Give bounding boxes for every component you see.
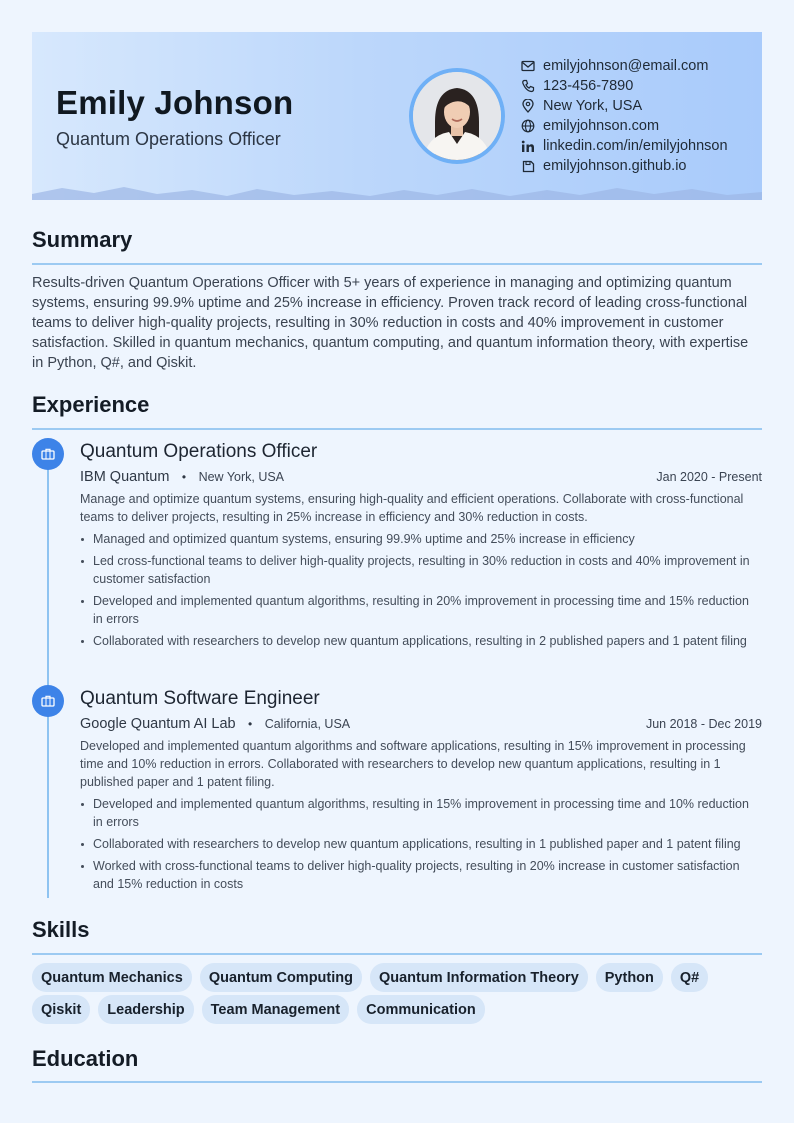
job-location: New York, USA [198,470,285,484]
header-banner [32,32,762,200]
linkedin-icon [520,138,536,154]
job-meta [80,714,762,734]
achievement-item: Worked with cross-functional teams to deliver high-quality projects, resulting in 20% increase in customer satisfaction and 15% reduction in costs [80,857,762,893]
job-dates: Jan 2020 - Present [656,470,762,484]
summary-divider [32,263,762,265]
skill-chip: Qiskit [32,995,90,1024]
contact-email[interactable] [520,56,728,76]
candidate-role: Quantum Operations Officer [56,129,281,149]
skill-chip: Quantum Computing [200,963,362,992]
job-location: California, USA [264,717,351,731]
achievement-item: Managed and optimized quantum systems, ensuring 99.9% uptime and 25% increase in efficiency [80,530,762,548]
portfolio-icon [520,158,536,174]
job-company: Google Quantum AI Lab [80,716,236,732]
profile-photo [409,68,505,164]
job-meta [80,467,762,487]
globe-icon [520,118,536,134]
job-title: Quantum Software Engineer [80,688,320,709]
experience-heading: Experience [32,392,150,417]
contact-location-text: New York, USA [543,98,643,114]
job-company: IBM Quantum [80,469,170,485]
job-achievements [80,795,762,893]
education-divider [32,1081,762,1083]
meta-separator: • [181,470,187,484]
contact-phone[interactable] [520,76,728,96]
contact-phone-text: 123-456-7890 [543,78,634,94]
job-dates: Jun 2018 - Dec 2019 [645,717,762,731]
job-entry [80,687,762,897]
job-2-marker [32,685,64,717]
job-title: Quantum Operations Officer [80,441,318,462]
achievement-item: Collaborated with researchers to develop new quantum applications, resulting in 1 published paper and 1 patent filing [80,835,762,853]
contact-linkedin-text: linkedin.com/in/emilyjohnson [543,138,728,154]
skills-list [32,963,762,1027]
contact-website[interactable] [520,116,728,136]
summary-text: Results-driven Quantum Operations Officer with 5+ years of experience in managing and optimizing quantum systems, ensuring 99.9% uptime and 25% increase in efficiency. Proven track record of leading cross-functional teams to deliver high-quality projects, resulting in 30% reduction in costs and 40% improvement in customer satisfaction. Skilled in quantum mechanics, quantum computing, and quantum information theory, with expertise in Python, Q#, and Qiskit. [32,275,749,371]
skill-chip: Quantum Information Theory [370,963,588,992]
contact-email-text: emilyjohnson@email.com [543,58,709,74]
contact-location [520,96,728,116]
skill-chip: Communication [357,995,485,1024]
contact-list [520,56,728,176]
phone-icon [520,78,536,94]
briefcase-icon [41,448,55,460]
header-wave-decoration [32,184,762,200]
envelope-icon [520,58,536,74]
skills-divider [32,953,762,955]
job-achievements [80,530,762,650]
skill-chip: Python [596,963,663,992]
contact-website-text: emilyjohnson.com [543,118,660,134]
portrait-illustration [413,72,501,160]
job-entry [80,440,762,654]
experience-divider [32,428,762,430]
education-heading: Education [32,1046,139,1071]
meta-separator: • [248,717,253,731]
achievement-item: Developed and implemented quantum algorithms, resulting in 15% improvement in processing time and 10% reduction in errors [80,795,762,831]
candidate-name: Emily Johnson [56,84,294,121]
contact-portfolio[interactable] [520,156,728,176]
summary-heading: Summary [32,227,133,252]
achievement-item: Collaborated with researchers to develop new quantum applications, resulting in 2 published papers and 1 patent filing [80,632,762,650]
achievement-item: Developed and implemented quantum algorithms, resulting in 20% improvement in processing time and 15% reduction in errors [80,592,762,628]
experience-timeline [47,455,49,898]
skill-chip: Quantum Mechanics [32,963,192,992]
achievement-item: Led cross-functional teams to deliver high-quality projects, resulting in 30% reduction in costs and 40% improvement in customer satisfaction [80,552,762,588]
skills-heading: Skills [32,917,90,942]
skill-chip: Leadership [98,995,193,1024]
skill-chip: Q# [671,963,708,992]
job-description: Developed and implemented quantum algorithms and software applications, resulting in 15% improvement in processing time and 10% reduction in errors. Collaborated with researchers to develop new quantum applications, resulting in 1 published paper and 1 patent filing. [80,739,746,789]
job-1-marker [32,438,64,470]
contact-portfolio-text: emilyjohnson.github.io [543,158,687,174]
briefcase-icon [41,695,55,707]
skill-chip: Team Management [202,995,349,1024]
contact-linkedin[interactable] [520,136,728,156]
location-pin-icon [520,98,536,114]
job-description: Manage and optimize quantum systems, ensuring high-quality and efficient operations. Collaborate with cross-functional teams to deliver projects, resulting in 25% increase in efficiency and 30% reduction in costs. [80,492,744,524]
